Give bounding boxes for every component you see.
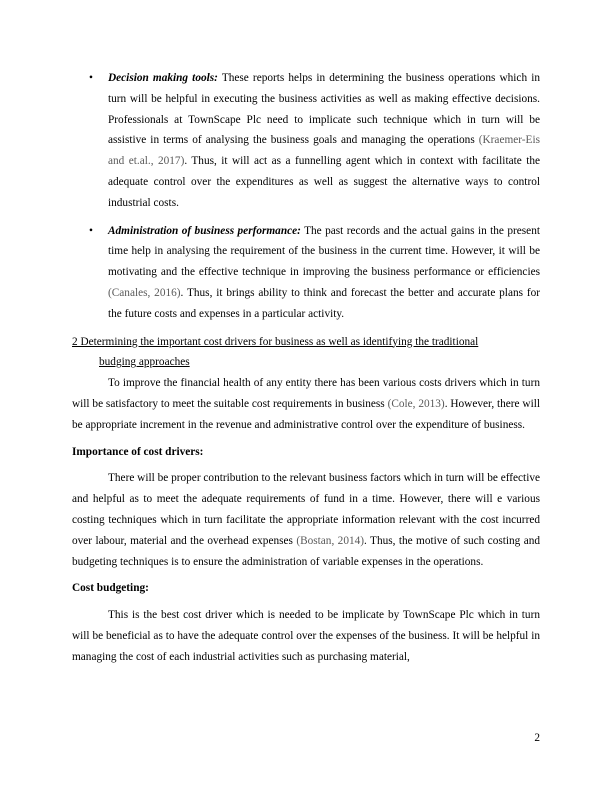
intro-body-end: . However, there will be appropriate increment in the revenue and administrative control over the expenditure of business. — [72, 397, 540, 431]
section-heading-line2: budging approaches — [99, 356, 190, 369]
importance-paragraph — [72, 468, 540, 572]
bullet-body-end: . Thus, it will act as a funnelling agent which in context with facilitate the adequate control over the expenditures as well as suggest the alternative ways to control industrial costs. — [108, 155, 540, 209]
bullet-body: These reports helps in determining the business operations which in turn will be helpful in executing the business activities as well as making effective decisions. Professionals at TownScape Plc need to implicate such technique which in turn will be assistive in terms of analysing the business goals and managing the operations — [108, 72, 540, 147]
bullet-text — [108, 221, 540, 325]
intro-body: To improve the financial health of any entity there has been various costs drivers which in turn will be satisfactory to meet the suitable cost requirements in business — [72, 377, 540, 410]
citation: (Bostan, 2014) — [296, 534, 365, 547]
bullet-term: Decision making tools: — [108, 72, 218, 84]
citation: (Cole, 2013) — [387, 397, 445, 410]
bullet-administration-performance — [72, 221, 540, 325]
bullet-body: The past records and the actual gains in the present time help in analysing the requirement of the business in the current time. However, it will be motivating and the effective technique in improving the business performance or efficiencies — [108, 224, 540, 279]
bullet-text — [108, 68, 540, 214]
bullet-dot: • — [89, 72, 93, 84]
bullet-body-end: . Thus, it brings ability to think and forecast the better and accurate plans for the future costs and expenses in a particular activity. — [108, 286, 541, 320]
page-number: 2 — [534, 732, 540, 744]
bullet-dot: • — [89, 224, 93, 237]
bullet-decision-making-tools — [72, 68, 540, 214]
citation: (Kraemer-Eis and et.al., 2017) — [108, 134, 540, 168]
page-content — [72, 68, 540, 668]
section-heading-line1: 2 Determining the important cost drivers for business as well as identifying the traditional — [72, 335, 479, 348]
budgeting-paragraph: This is the best cost driver which is needed to be implicate by TownScape Plc which in turn will be beneficial as to have the adequate control over the expenses of the business. It will be helpful in managing the cost of each industrial activities such as purchasing material, — [72, 609, 540, 663]
importance-heading: Importance of cost drivers: — [72, 445, 204, 458]
section-heading — [72, 332, 540, 374]
importance-body: There will be proper contribution to the relevant business factors which in turn will be effective and helpful as to meet the adequate requirements of fund in a time. However, there will e various costing techniques which in turn facilitate the appropriate information relevant with the cost incurred over labour, material and the overhead expenses — [72, 472, 540, 547]
budgeting-heading: Cost budgeting: — [72, 582, 149, 595]
citation: (Canales, 2016) — [108, 286, 181, 299]
intro-paragraph — [72, 373, 540, 435]
importance-body-end: . Thus, the motive of such costing and budgeting techniques is to ensure the administration of variable expenses in the operations. — [72, 534, 541, 568]
bullet-term: Administration of business performance: — [108, 224, 301, 237]
